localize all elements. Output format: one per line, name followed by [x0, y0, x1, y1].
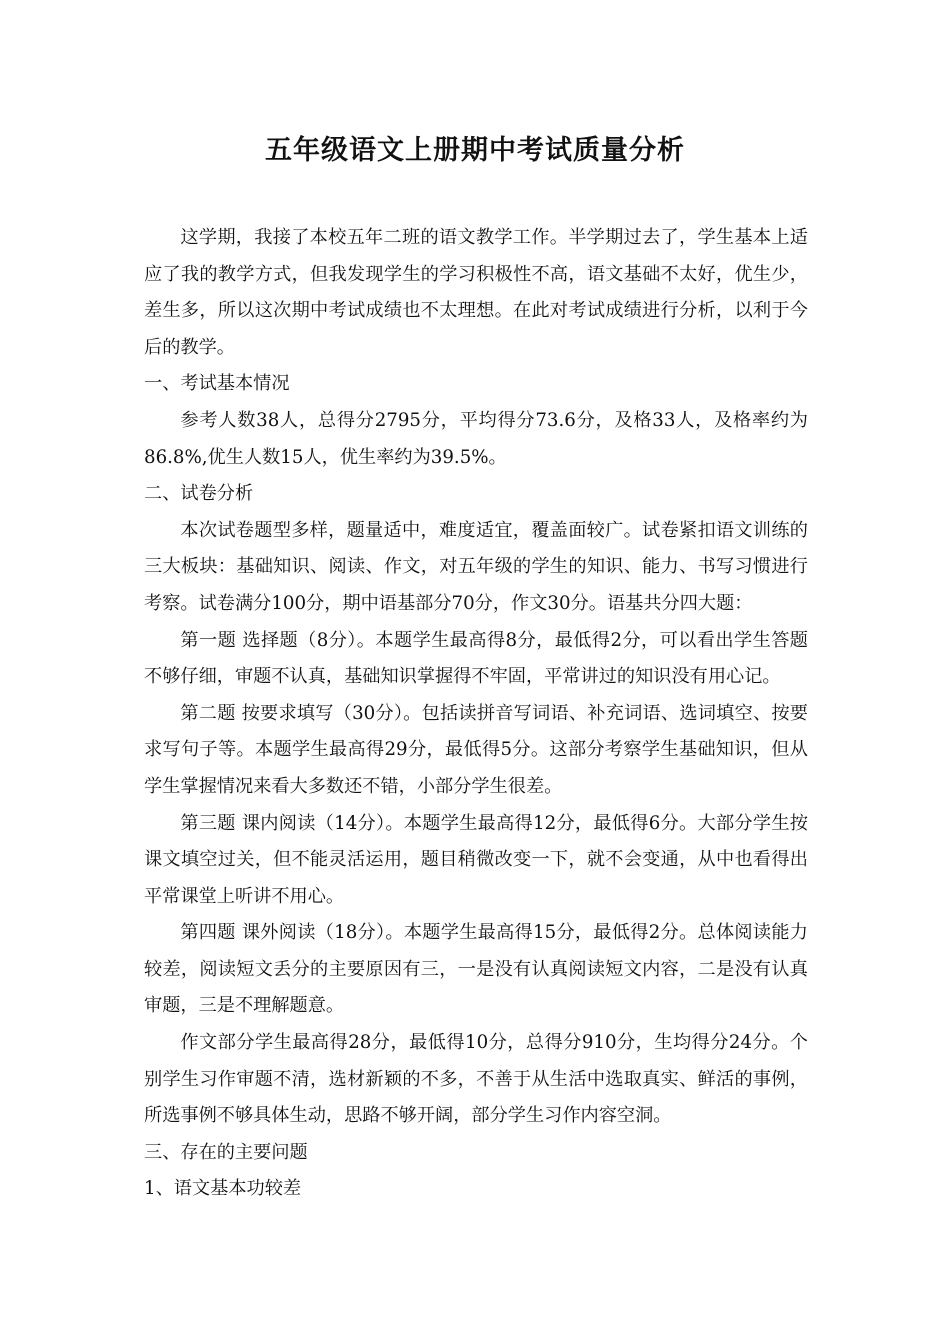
section-heading-exam-overview: 一、考试基本情况: [144, 373, 290, 395]
question-4-paragraph: 第四题 课外阅读（18分）。本题学生最高得15分，最低得2分。总体阅读能力较差，阅读短文丢分的主要原因有三，一是没有认真阅读短文内容，二是没有认真审题，三是不理解题意。: [144, 922, 808, 1017]
section-heading-main-problems: 三、存在的主要问题: [144, 1141, 308, 1163]
question-1-paragraph: 第一题 选择题（8分）。本题学生最高得8分，最低得2分，可以看出学生答题不够仔细，审题不认真，基础知识掌握得不牢固，平常讲过的知识没有用心记。: [144, 629, 808, 688]
document-title: 五年级语文上册期中考试质量分析: [265, 135, 685, 166]
paper-overview-paragraph: 本次试卷题型多样，题量适中，难度适宜，覆盖面较广。试卷紧扣语文训练的三大板块：基础知识、阅读、作文，对五年级的学生的知识、能力、书写习惯进行考察。试卷满分100分，期中语基部分70分，作文30分。语基共分四大题：: [144, 519, 808, 614]
question-2-paragraph: 第二题 按要求填写（30分）。包括读拼音写词语、补充词语、选词填空、按要求写句子等。本题学生最高得29分，最低得5分。这部分考察学生基础知识，但从学生掌握情况来看大多数还不错，小部分学生很差。: [144, 702, 808, 797]
essay-paragraph: 作文部分学生最高得28分，最低得10分，总得分910分，生均得分24分。个别学生习作审题不清，选材新颖的不多，不善于从生活中选取真实、鲜活的事例，所选事例不够具体生动，思路不够开阔，部分学生习作内容空洞。: [144, 1032, 808, 1127]
intro-paragraph: 这学期，我接了本校五年二班的语文教学工作。半学期过去了，学生基本上适应了我的教学方式，但我发现学生的学习积极性不高，语文基础不太好，优生少，差生多，所以这次期中考试成绩也不太理想。在此对考试成绩进行分析，以利于今后的教学。: [144, 227, 808, 358]
document-body: [144, 220, 808, 1208]
exam-stats-paragraph: 参考人数38人，总得分2795分，平均得分73.6分，及格33人，及格率约为86.8%,优生人数15人，优生率约为39.5%。: [144, 409, 808, 468]
question-3-paragraph: 第三题 课内阅读（14分）。本题学生最高得12分，最低得6分。大部分学生按课文填空过关，但不能灵活运用，题目稍微改变一下，就不会变通，从中也看得出平常课堂上听讲不用心。: [144, 812, 808, 907]
problem-item-1: 1、语文基本功较差: [144, 1178, 302, 1200]
section-heading-paper-analysis: 二、试卷分析: [144, 483, 254, 505]
